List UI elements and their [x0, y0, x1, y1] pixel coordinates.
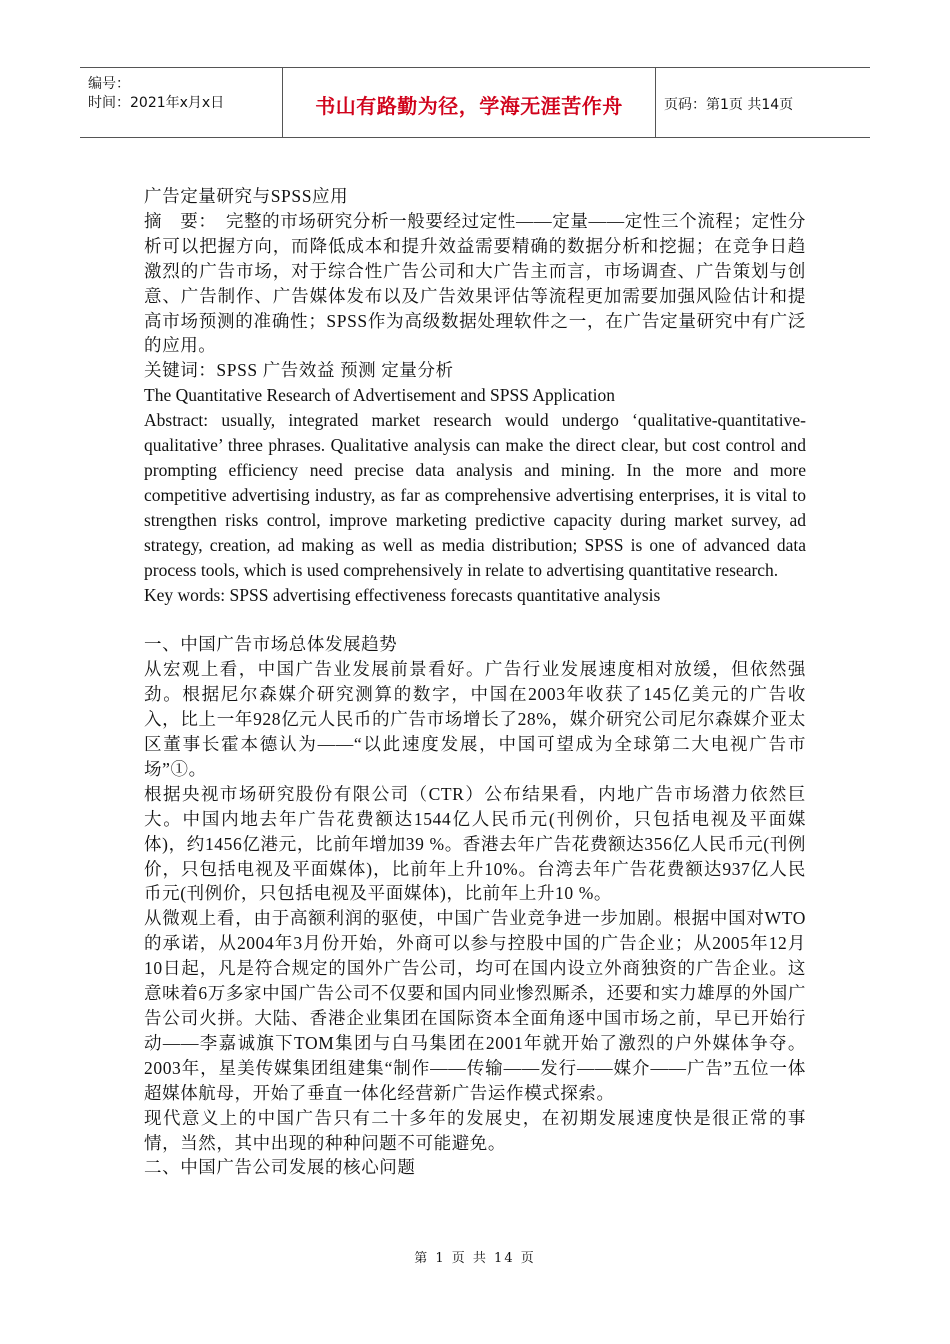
- abstract-cn: 摘 要： 完整的市场研究分析一般要经过定性——定量——定性三个流程；定性分析可以把握方向，而降低成本和提升效益需要精确的数据分析和挖掘；在竞争日趋激烈的广告市场，对于综合性广告公司和大广告主而言，市场调查、广告策划与创意、广告制作、广告媒体发布以及广告效果评估等流程更加需要加强风险估计和提高市场预测的准确性；SPSS作为高级数据处理软件之一，在广告定量研究中有广泛的应用。: [144, 210, 806, 356]
- paragraph-1: 从宏观上看，中国广告业发展前景看好。广告行业发展速度相对放缓，但依然强劲。根据尼尔森媒介研究测算的数字，中国在2003年收获了145亿美元的广告收入，比上一年928亿元人民币的广告市场增长了28%，媒介研究公司尼尔森媒介亚太区董事长霍本德认为——“以此速度发展，中国可望成为全球第二大电视广告市场”①。: [144, 659, 806, 779]
- document-body: [144, 184, 806, 1180]
- document-header: [80, 67, 870, 138]
- keywords-en: Key words: SPSS advertising effectiveness forecasts quantitative analysis: [144, 584, 661, 605]
- date-label: 时间：2021年x月x日: [88, 95, 225, 111]
- header-motto-cell: [282, 68, 656, 137]
- abstract-en: Abstract: usually, integrated market research would undergo ‘qualitative-quantitative-qualitative’ three phrases. Qualitative analysis can make the direct clear, but cost control and prompting efficiency need precise data analysis and mining. In the more and more competitive advertising industry, as far as comprehensive advertising enterprises, it is vital to strengthen risks control, improve marketing predictive capacity during market survey, ad strategy, creation, ad making as well as media distribution; SPSS is one of advanced data process tools, which is used comprehensively in relate to advertising quantitative research.: [144, 410, 806, 580]
- section-heading-2: 二、中国广告公司发展的核心问题: [144, 1157, 416, 1178]
- page-info: 页码：第1页 共14页: [664, 97, 794, 113]
- motto: 书山有路勤为径，学海无涯苦作舟: [315, 94, 623, 118]
- paragraph-4: 现代意义上的中国广告只有二十多年的发展史，在初期发展速度快是很正常的事情，当然，其中出现的种种问题不可能避免。: [144, 1107, 806, 1153]
- page-footer: 第 1 页 共 14 页: [414, 1251, 536, 1266]
- header-meta-cell: [80, 68, 282, 137]
- serial-number-label: 编号：: [88, 76, 130, 92]
- paragraph-2: 根据央视市场研究股份有限公司（CTR）公布结果看，内地广告市场潜力依然巨大。中国内地去年广告花费额达1544亿人民币元(刊例价，只包括电视及平面媒体)，约1456亿港元，比前年增加39 %。香港去年广告花费额达356亿人民币元(刊例价，只包括电视及平面媒体)，比前年上升10%。台湾去年广告花费额达937亿人民币元(刊例价，只包括电视及平面媒体)，比前年上升10 %。: [144, 783, 806, 904]
- spacer: [144, 607, 806, 632]
- section-heading-1: 一、中国广告市场总体发展趋势: [144, 634, 398, 655]
- keywords-cn: 关键词：SPSS 广告效益 预测 定量分析: [144, 360, 454, 381]
- header-page-cell: [656, 68, 870, 137]
- paragraph-3: 从微观上看，由于高额利润的驱使，中国广告业竞争进一步加剧。根据中国对WTO的承诺，从2004年3月份开始，外商可以参与控股中国的广告企业；从2005年12月10日起，凡是符合规定的国外广告公司，均可在国内设立外商独资的广告企业。这意味着6万多家中国广告公司不仅要和国内同业惨烈厮杀，还要和实力雄厚的外国广告公司火拼。大陆、香港企业集团在国际资本全面角逐中国市场之前，早已开始行动——李嘉诚旗下TOM集团与白马集团在2001年就开始了激烈的户外媒体争夺。2003年，星美传媒集团组建集“制作——传输——发行——媒介——广告”五位一体超媒体航母，开始了垂直一体化经营新广告运作模式探索。: [144, 908, 806, 1103]
- title-cn: 广告定量研究与SPSS应用: [144, 186, 349, 206]
- title-en: The Quantitative Research of Advertisement and SPSS Application: [144, 385, 615, 406]
